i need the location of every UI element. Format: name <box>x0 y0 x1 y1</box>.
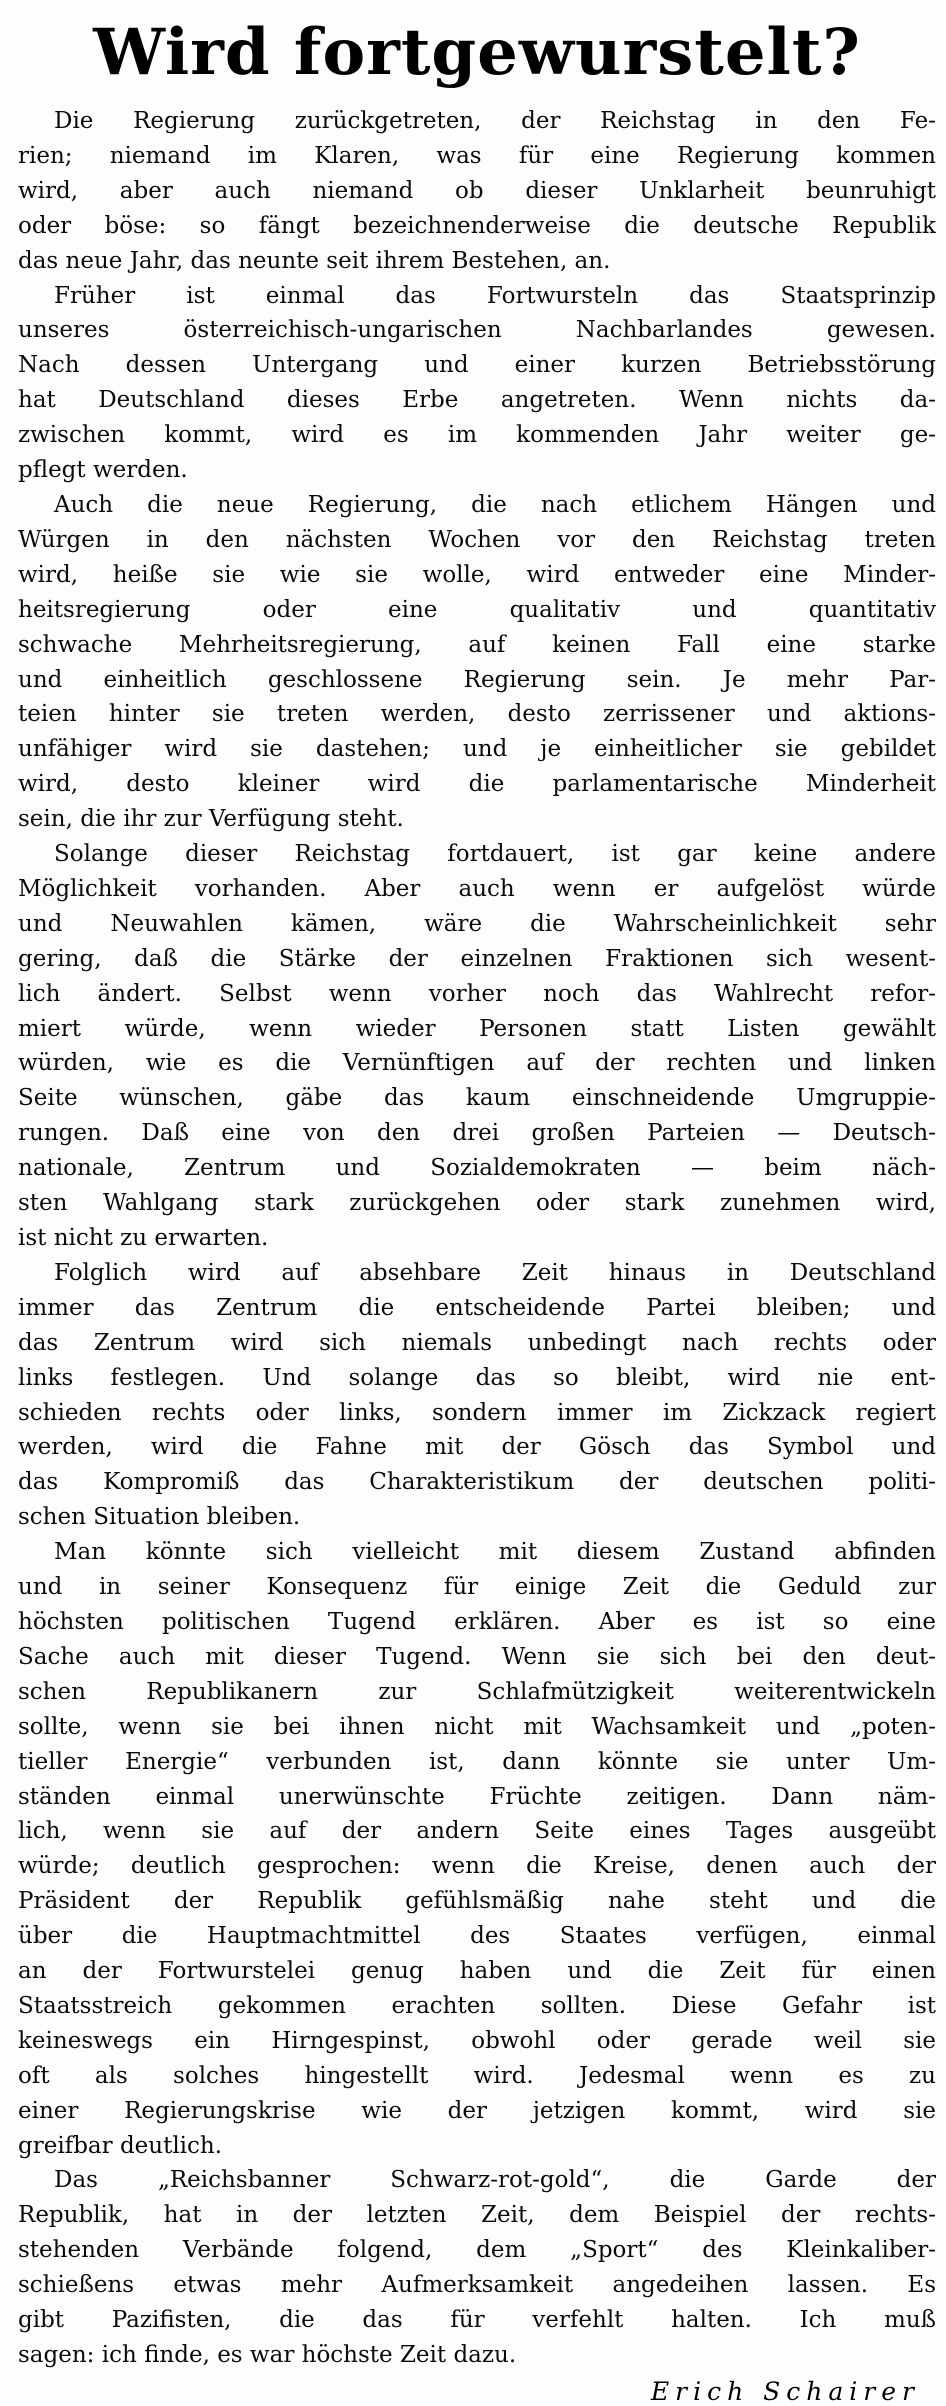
text-line: heitsregierung oder eine qualitativ und quantitativ <box>18 596 936 623</box>
text-line: einer Regierungskrise wie der jetzigen kommt, wird sie <box>18 2097 936 2124</box>
text-line: Auch die neue Regierung, die nach etlichem Hängen und <box>54 491 936 518</box>
text-line: sollte, wenn sie bei ihnen nicht mit Wachsamkeit und „poten- <box>18 1713 936 1740</box>
text-line: höchsten politischen Tugend erklären. Aber es ist so eine <box>18 1608 936 1635</box>
text-line: würde; deutlich gesprochen: wenn die Kreise, denen auch der <box>18 1853 936 1880</box>
article-body <box>18 104 936 2373</box>
text-line: teien hinter sie treten werden, desto zerrissener und aktions- <box>18 701 936 728</box>
text-line: sten Wahlgang stark zurückgehen oder stark zunehmen wird, <box>18 1190 936 1217</box>
article-headline: Wird fortgewurstelt? <box>93 15 861 90</box>
article-paragraph <box>18 104 936 279</box>
text-line: unfähiger wird sie dastehen; und je einheitlicher sie gebildet <box>18 736 936 763</box>
text-line: zwischen kommt, wird es im kommenden Jahr weiter ge- <box>18 422 936 449</box>
text-line: schen Republikanern zur Schlafmützigkeit weiterentwickeln <box>18 1678 936 1705</box>
text-line: links festlegen. Und solange das so bleibt, wird nie ent- <box>18 1364 936 1391</box>
text-line: Das „Reichsbanner Schwarz-rot-gold“, die Garde der <box>54 2167 936 2194</box>
text-line: Seite wünschen, gäbe das kaum einschneidende Umgruppie- <box>18 1085 936 1112</box>
text-line: schen Situation bleiben. <box>18 1504 301 1531</box>
text-line: wird, desto kleiner wird die parlamentarische Minderheit <box>18 771 936 798</box>
text-line: an der Fortwurstelei genug haben und die Zeit für einen <box>18 1958 936 1985</box>
text-line: gering, daß die Stärke der einzelnen Fraktionen sich wesent- <box>18 945 936 972</box>
text-line: Folglich wird auf absehbare Zeit hinaus in Deutschland <box>54 1259 936 1286</box>
text-line: würden, wie es die Vernünftigen auf der rechten und linken <box>18 1050 936 1077</box>
text-line: tieller Energie“ verbunden ist, dann könnte sie unter Um- <box>18 1748 936 1775</box>
text-line: lich ändert. Selbst wenn vorher noch das Wahlrecht refor- <box>18 980 936 1007</box>
text-line: ständen einmal unerwünschte Früchte zeitigen. Dann näm- <box>18 1783 936 1810</box>
text-line: und in seiner Konsequenz für einige Zeit die Geduld zur <box>18 1574 936 1601</box>
text-line: das neue Jahr, das neunte seit ihrem Bestehen, an. <box>18 247 611 274</box>
author-signature: Erich Schairer <box>650 2376 920 2406</box>
text-line: Würgen in den nächsten Wochen vor den Reichstag treten <box>18 526 936 553</box>
text-line: Solange dieser Reichstag fortdauert, ist gar keine andere <box>54 841 936 868</box>
text-line: oft als solches hingestellt wird. Jedesmal wenn es zu <box>18 2062 936 2089</box>
text-line: über die Hauptmachtmittel des Staates verfügen, einmal <box>18 1923 936 1950</box>
text-line: Die Regierung zurückgetreten, der Reichstag in den Fe- <box>54 108 936 134</box>
text-line: werden, wird die Fahne mit der Gösch das Symbol und <box>18 1434 936 1461</box>
text-line: rungen. Daß eine von den drei großen Parteien — Deutsch- <box>18 1120 936 1147</box>
text-line: rien; niemand im Klaren, was für eine Regierung kommen <box>18 142 936 169</box>
text-line: unseres österreichisch-ungarischen Nachbarlandes gewesen. <box>18 317 936 344</box>
text-line: immer das Zentrum die entscheidende Partei bleiben; und <box>18 1294 936 1321</box>
text-line: schwache Mehrheitsregierung, auf keinen Fall eine starke <box>18 631 936 658</box>
text-line: das Zentrum wird sich niemals unbedingt nach rechts oder <box>18 1329 936 1356</box>
text-line: Möglichkeit vorhanden. Aber auch wenn er aufgelöst würde <box>18 875 936 902</box>
text-line: Früher ist einmal das Fortwursteln das Staatsprinzip <box>54 282 936 309</box>
text-line: lich, wenn sie auf der andern Seite eines Tages ausgeübt <box>18 1818 936 1845</box>
text-line: und einheitlich geschlossene Regierung sein. Je mehr Par- <box>18 666 936 693</box>
article-paragraph <box>18 2163 936 2372</box>
text-line: sein, die ihr zur Verfügung steht. <box>18 806 404 833</box>
article-paragraph <box>18 837 936 1256</box>
text-line: nationale, Zentrum und Sozialdemokraten — beim näch- <box>18 1155 936 1182</box>
text-line: Nach dessen Untergang und einer kurzen Betriebsstörung <box>18 352 936 379</box>
text-line: schieden rechts oder links, sondern immer im Zickzack regiert <box>18 1399 936 1426</box>
text-line: Staatsstreich gekommen erachten sollten. Diese Gefahr ist <box>18 1992 936 2019</box>
text-line: ist nicht zu erwarten. <box>18 1225 269 1251</box>
text-line: Man könnte sich vielleicht mit diesem Zustand abfinden <box>54 1539 936 1566</box>
text-line: schießens etwas mehr Aufmerksamkeit angedeihen lassen. Es <box>18 2272 936 2299</box>
text-line: und Neuwahlen kämen, wäre die Wahrscheinlichkeit sehr <box>18 910 936 937</box>
text-line: hat Deutschland dieses Erbe angetreten. Wenn nichts da- <box>18 387 936 414</box>
text-line: sagen: ich finde, es war höchste Zeit dazu. <box>18 2342 517 2368</box>
article-paragraph <box>18 1256 936 1535</box>
text-line: Präsident der Republik gefühlsmäßig nahe steht und die <box>18 1888 936 1915</box>
text-line: wird, heiße sie wie sie wolle, wird entweder eine Minder- <box>18 561 936 588</box>
article-paragraph <box>18 488 936 837</box>
text-line: keineswegs ein Hirngespinst, obwohl oder gerade weil sie <box>18 2027 936 2054</box>
text-line: Republik, hat in der letzten Zeit, dem Beispiel der rechts- <box>18 2202 936 2229</box>
text-line: greifbar deutlich. <box>18 2132 223 2159</box>
text-line: oder böse: so fängt bezeichnenderweise die deutsche Republik <box>18 212 936 239</box>
text-line: gibt Pazifisten, die das für verfehlt halten. Ich muß <box>18 2307 936 2334</box>
text-line: wird, aber auch niemand ob dieser Unklarheit beunruhigt <box>18 177 936 204</box>
article-paragraph <box>18 279 936 488</box>
text-line: Sache auch mit dieser Tugend. Wenn sie sich bei den deut- <box>18 1643 936 1670</box>
text-line: miert würde, wenn wieder Personen statt Listen gewählt <box>18 1015 936 1042</box>
article-paragraph <box>18 1535 936 2163</box>
text-line: stehenden Verbände folgend, dem „Sport“ des Kleinkaliber- <box>18 2237 936 2264</box>
text-line: pflegt werden. <box>18 457 188 484</box>
text-line: das Kompromiß das Charakteristikum der deutschen politi- <box>18 1469 936 1496</box>
